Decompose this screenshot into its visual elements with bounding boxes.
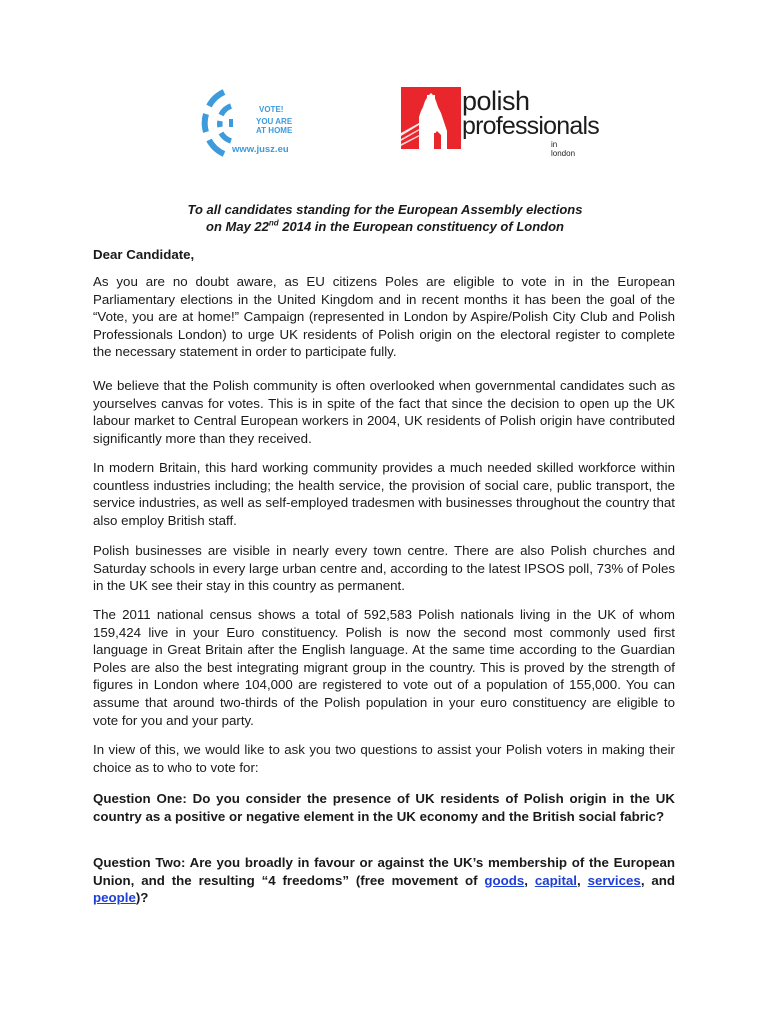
goods-link[interactable]: goods [484,872,525,888]
polish-professionals-logo [401,86,599,158]
question-two-text: Question Two: Are you broadly in favour or against the UK’s membership of the European Union, and the resulting “4 freedoms” (free movement of [93,855,675,888]
question-two [93,854,675,907]
jusz-at-home-text: AT HOME [256,126,293,135]
paragraph-census: The 2011 national census shows a total of 592,583 Polish nationals living in the UK of whom 159,424 live in your Euro constituency. Polish is now the second most commonly used first language in Great Britain after the English language. At the same time according to the Guardian Poles are also the best integrating migrant group in the country. This is proved by the strength of figures in London where 104,000 are registered to vote out of a population of 155,000. You can assume that around two-thirds of the Polish population in your euro constituency are eligible to vote for you and your party. [93,607,675,728]
separator: , [576,872,588,888]
jusz-vote-text: VOTE! [259,105,284,114]
paragraph-community-overlooked: We believe that the Polish community is often overlooked when governmental candidates such as yourselves canvas for votes. This is in spite of the fact that since the decision to open up the UK labour market to Central European workers in 2004, UK residents of Polish origin have contributed significantly more than they received. [93,378,675,446]
heading-date-rest: 2014 in the European constituency of London [278,219,564,234]
salutation: Dear Candidate, [93,247,195,262]
separator: , and [640,872,676,888]
pp-professionals-text: professionals [462,112,599,140]
paragraph-workforce: In modern Britain, this hard working community provides a much needed skilled workforce within countless industries including; the health service, the provision of social care, public transport, the service industries, as well as self-employed tradesmen with businesses throughout the country that also employ British staff. [93,460,675,528]
paragraph-businesses: Polish businesses are visible in nearly every town centre. There are also Polish churches and Saturday schools in every large urban centre and, according to the latest IPSOS poll, 73% of Poles in the UK see their stay in this country as permanent. [93,543,675,594]
paragraph-campaign: As you are no doubt aware, as EU citizens Poles are eligible to vote in in the European Parliamentary elections in the United Kingdom and in recent months it has been the goal of the “Vote, you are at home!” Campaign (represented in London by Aspire/Polish City Club and Polish Professionals London) to urge UK residents of Polish origin on the electoral register to complete the necessary statement in order to participate fully. [93,274,675,360]
vote-you-are-at-home-logo [200,86,310,162]
jusz-url-text: www.jusz.eu [232,144,289,155]
services-link[interactable]: services [587,872,641,888]
heading-date-suffix: nd [268,218,279,228]
people-link[interactable]: people [93,890,136,906]
jusz-you-are-text: YOU ARE [256,117,293,126]
letter-heading-line-2 [90,218,680,235]
tower-bridge-icon [401,87,461,149]
pp-polish-text: polish [462,86,530,116]
paragraph-two-questions: In view of this, we would like to ask you two questions to assist your Polish voters in making their choice as to who to vote for: [93,742,675,775]
letter-heading-line-1: To all candidates standing for the European Assembly elections [187,202,583,217]
question-one: Question One: Do you consider the presence of UK residents of Polish origin in the UK country as a positive or negative element in the UK economy and the British social fabric? [93,791,675,824]
pp-in-london-text: in london [551,140,576,158]
separator: , [524,872,535,888]
heading-date-prefix: on May 22 [206,219,269,234]
capital-link[interactable]: capital [534,872,577,888]
question-two-end: )? [135,890,149,906]
